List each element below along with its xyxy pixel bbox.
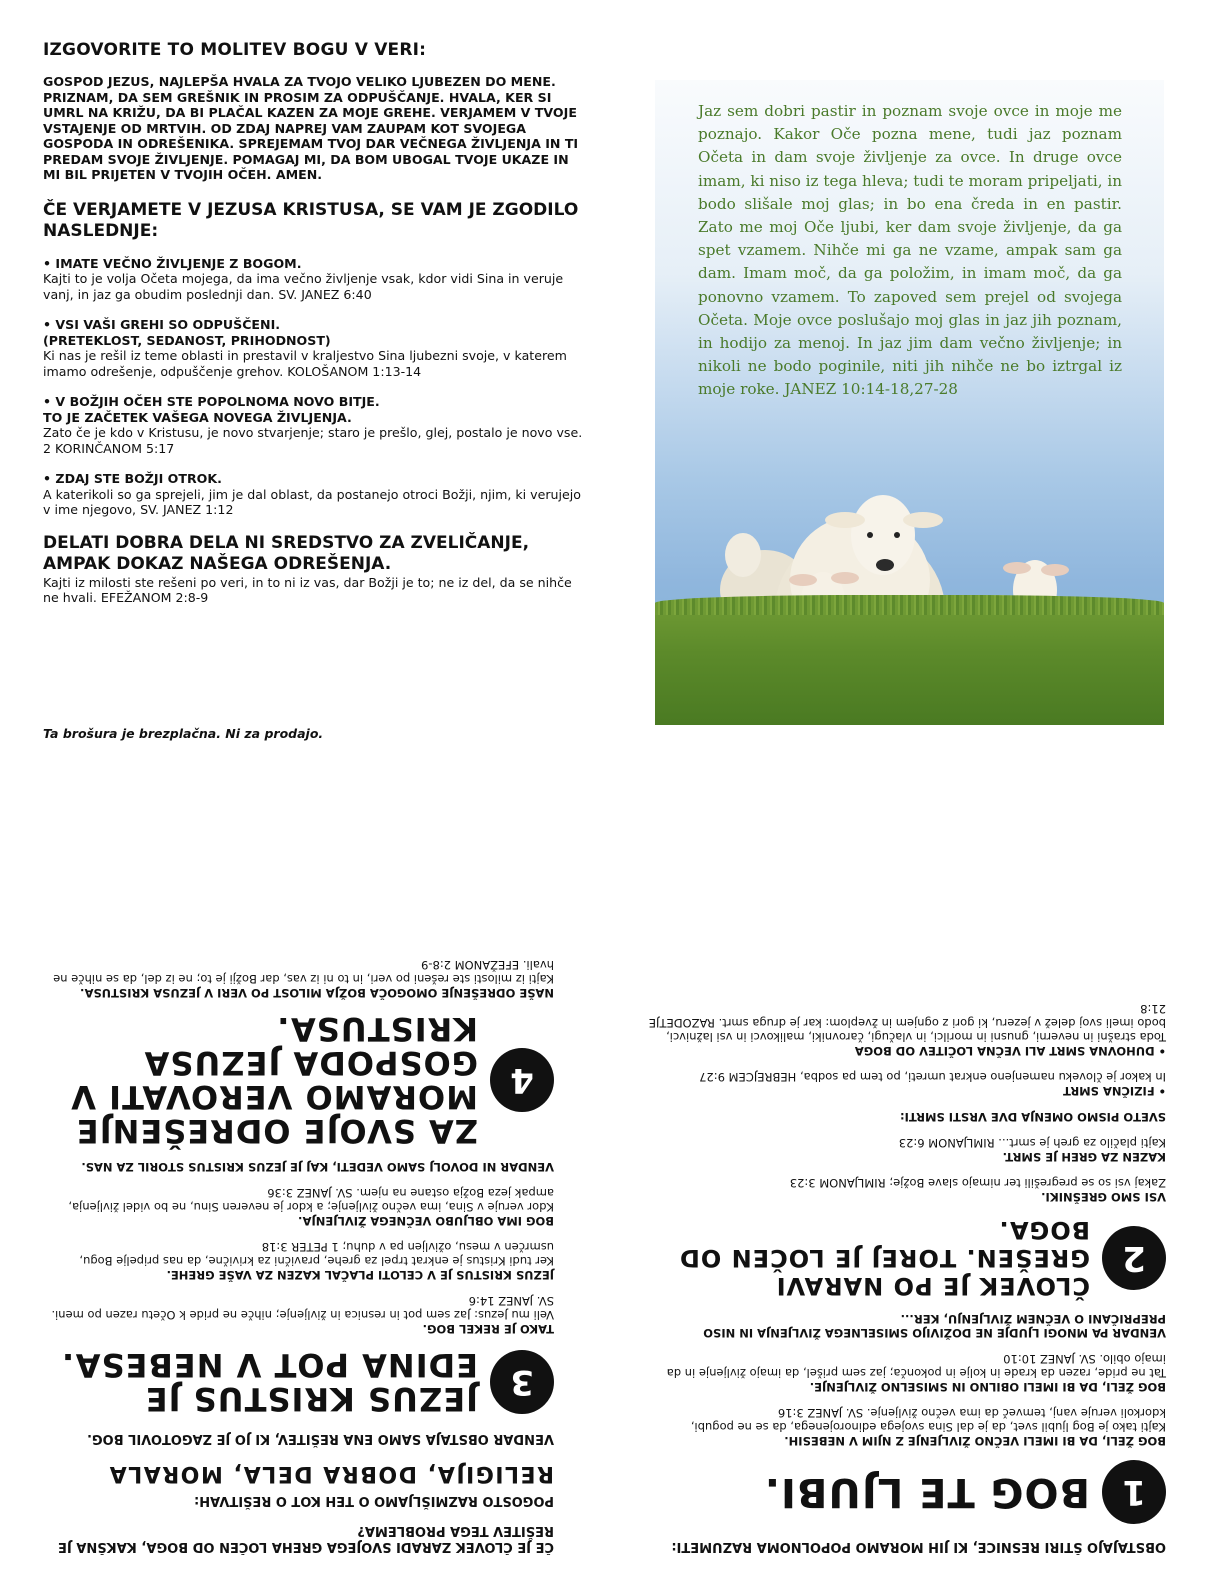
s3-text-2: Ker tudi Kristus je enkrat trpel za grehe, pravični za krivične, da nas pripelje Bogu, usmrčen v mesu, oživljen pa v duhu; 1 PETER 3:18 [79, 1240, 554, 1268]
benefit-text: A katerikoli so ga sprejeli, jim je dal oblast, da postanejo otroci Božji, njim, ki verujejo v ime njegovo, SV. JANEZ 1:12 [43, 486, 581, 517]
believe-heading: ČE VERJAMETE V JEZUSA KRISTUSA, SE VAM JE ZGODILO NASLEDNJE: [43, 199, 579, 241]
s2-sub-2: KAZEN ZA GREH JE SMRT. [1002, 1150, 1166, 1164]
four-truths-intro: OBSTAJAJO ŠTIRI RESNICE, KI JIH MORAMO POPOLNOMA RAZUMETI: [671, 1539, 1166, 1554]
benefit-title-line2: (PRETEKLOST, SEDANOST, PRIHODNOST) [43, 332, 331, 348]
good-works-heading: DELATI DOBRA DELA NI SREDSTVO ZA ZVELIČANJE, AMPAK DOKAZ NAŠEGA ODREŠENJA. [43, 532, 530, 574]
benefit-title-line2: TO JE ZAČETEK VAŠEGA NOVEGA ŽIVLJENJA. [43, 409, 352, 425]
solution-question: ČE JE ČLOVEK ZARADI SVOJEGA GREHA LOČEN OD BOGA, KAKŠNA JE REŠITEV TEGA PROBLEMA? [58, 1523, 554, 1554]
s3-sub-1: TAKO JE REKEL BOG. [422, 1322, 554, 1336]
benefit-title: • ZDAJ STE BOŽJI OTROK. [43, 471, 222, 486]
benefit-title: • IMATE VEČNO ŽIVLJENJE Z BOGOM. [43, 255, 302, 271]
section-2-title: ČLOVEK JE PO NARAVI GREŠEN. TOREJ JE LOČEN OD BOGA. [678, 1216, 1090, 1300]
benefit-text: Kajti to je volja Očeta mojega, da ima večno življenje vsak, kdor vidi Sina in veruje vanj, in jaz ga obudim poslednji dan. SV. JANEZ 6:40 [43, 271, 564, 302]
solution-intro: POGOSTO RAZMIŠLJAMO O TEH KOT O REŠITVAH: [194, 1493, 554, 1508]
benefit-item [43, 256, 583, 303]
prayer-text: GOSPOD JEZUS, NAJLEPŠA HVALA ZA TVOJO VELIKO LJUBEZEN DO MENE. PRIZNAM, DA SEM GREŠNIK IN PROSIM ZA ODPUŠČANJE. HVALA, KER SI UMRL NA KRIŽU, DA BI PLAČAL KAZEN ZA MOJE GREHE. VERJAMEM V TVOJE VSTAJENJE OD MRTVIH. OD ZDAJ NAPREJ VAM ZAUPAM KOT SVOJEGA GOSPODA IN ODREŠENIKA. SPREJEMAM TVOJ DAR VEČNEGA ŽIVLJENJA IN TI PREDAM SVOJE ŽIVLJENJE. POMAGAJ MI, DA BOM UBOGAL TVOJE UKAZE IN MI BIL PRIJETEN V TVOJIH OČEH. AMEN. [43, 74, 579, 182]
section-2-number: 2 [1102, 1226, 1166, 1290]
benefit-title: • VSI VAŠI GREHI SO ODPUŠČENI. [43, 317, 281, 332]
one-solution: VENDAR OBSTAJA SAMO ENA REŠITEV, KI JO JE ZAGOTOVIL BOG. [87, 1431, 554, 1446]
s2-text-1: Zakaj vsi so se pregrešili ter nimajo slave Božje; RIMLJANOM 3:23 [789, 1176, 1166, 1190]
section-3-title: JEZUS KRISTUS JE EDINA POT V NEBESA. [61, 1346, 478, 1418]
s1-text-2: Tat ne pride, razen da krade in kolje in pokonča; jaz sem prišel, da imajo življenje in da imajo obilo. SV. JANEZ 10:10 [666, 1352, 1166, 1380]
s3-text-3: Kdor veruje v Sina, ima večno življenje; a kdor je neveren Sinu, ne bo videl življenja, ampak jeza Božja ostane na njem. SV. JANEZ 3:36 [68, 1186, 554, 1214]
section-2-heading [646, 1216, 1166, 1300]
benefit-item [43, 471, 583, 518]
s4-text-1: Kajti iz milosti ste rešeni po veri, in to ni iz vas, dar Božji je to; ne iz del, da se nihče ne hvali. EFEŽANOM 2:8-9 [53, 958, 554, 986]
sheep-photo-panel [655, 80, 1164, 725]
panel-truths-3-4 [34, 958, 554, 1554]
john-10-verse: Jaz sem dobri pastir in poznam svoje ovce in moje me poznajo. Kakor Oče pozna mene, tudi jaz poznam Očeta in dam svoje življenje za ovce. In druge ovce imam, ki niso iz tega hleva; tudi te moram pripeljati, in bodo slišale moj glas; in bo ena čreda in en pastir. Zato me moj Oče ljubi, ker dam svoje življenje, da ga spet vzamem. Nihče mi ga ne vzame, ampak sam ga dam. Imam moč, da ga položim, in imam moč, da ga ponovno vzamem. To zapoved sem prejel od svojega Očeta. Moje ovce poslušajo moj glas in jaz jih poznam, in hodijo za menoj. In jaz jim dam večno življenje; in nikoli ne bodo poginile, niti jih nihče ne bo iztrgal iz moje roke. JANEZ 10:14-18,27-28 [698, 102, 1122, 399]
s1-sub-3: VENDAR PA MNOGI LJUDJE NE DOŽIVIJO SMISELNEGA ŽIVLJENJA IN NISO PREPRIČANI O VEČNEM ŽIVLJENJU, KER... [703, 1312, 1166, 1340]
s2-sub-5: • DUHOVNA SMRT ALI VEČNA LOČITEV OD BOGA [854, 1044, 1166, 1058]
section-1-heading [646, 1460, 1166, 1524]
s2-sub-4: • FIZIČNA SMRT [1063, 1084, 1166, 1098]
section-1-title: BOG TE LJUBI. [763, 1469, 1090, 1515]
grass-field [655, 605, 1164, 725]
good-works-text: Kajti iz milosti ste rešeni po veri, in to ni iz vas, dar Božji je to; ne iz del, da se nihče ne hvali. EFEŽANOM 2:8-9 [43, 574, 572, 605]
section-4-number: 4 [490, 1048, 554, 1112]
s3-sub-4: VENDAR NI DOVOLJ SAMO VEDETI, KAJ JE JEZUS KRISTUS STORIL ZA NAS. [81, 1160, 554, 1174]
prayer-column [43, 40, 583, 606]
false-solutions: RELIGIJA, DOBRA DELA, MORALA [108, 1461, 554, 1486]
benefit-title: • V BOŽJIH OČEH STE POPOLNOMA NOVO BITJE. [43, 394, 380, 409]
panel-truths-1-2 [646, 1002, 1166, 1554]
section-4-heading [34, 1012, 554, 1148]
s2-sub-1: VSI SMO GREŠNIKI. [1041, 1190, 1166, 1204]
upside-down-brochure-half [0, 792, 1224, 1584]
s4-sub-1: NAŠE ODREŠENJE OMOGOČA BOŽJA MILOST PO VERI V JEZUSA KRISTUSA. [79, 986, 554, 1000]
section-1-number: 1 [1102, 1460, 1166, 1524]
s1-sub-1: BOG ŽELI, DA BI IMELI VEČNO ŽIVLJENJE Z NJIM V NEBESIH. [784, 1434, 1166, 1448]
s2-text-2: Kajti plačilo za greh je smrt... RIMLJANOM 6:23 [898, 1136, 1166, 1150]
s2-text-5: Toda strašni in neverni, gnusni in morilci, in vlačugi, čarovniki, malikovci in vsi lažnivci, bodo imeli svoj delež v jezeru, ki gori z ognjem in žveplom: kar je druga smrt. RAZODETJE 21:8 [648, 1002, 1166, 1044]
s1-text-1: Kajti tako je Bog ljubil svet, da je dal Sina svojega edinorojenega, da se ne pogubi, kdorkoli veruje vanj, temveč da ima večno življenje. SV. JANEZ 3:16 [690, 1406, 1166, 1434]
benefit-item [43, 394, 583, 456]
free-note: Ta brošura je brezplačna. Ni za prodajo. [43, 726, 324, 741]
benefit-text: Zato če je kdo v Kristusu, je novo stvarjenje; staro je prešlo, glej, postalo je novo vse. 2 KORINČANOM 5:17 [43, 425, 583, 456]
s2-sub-3: SVETO PISMO OMENJA DVE VRSTI SMRTI: [899, 1110, 1166, 1124]
s1-sub-2: BOG ŽELI, DA BI IMELI OBILNO IN SMISELNO ŽIVLJENJE. [809, 1380, 1166, 1394]
section-4-title: ZA SVOJE ODREŠENJE MORAMO VEROVATI V GOSPODA JEZUSA KRISTUSA. [70, 1010, 478, 1150]
prayer-heading: IZGOVORITE TO MOLITEV BOGU V VERI: [43, 40, 427, 60]
section-3-number: 3 [490, 1350, 554, 1414]
section-3-heading [34, 1348, 554, 1416]
s3-sub-3: BOG IMA OBLJUBO VEČNEGA ŽIVLJENJA. [297, 1214, 554, 1228]
benefit-item [43, 317, 583, 379]
s3-sub-2: JEZUS KRISTUS JE V CELOTI PLAČAL KAZEN ZA VAŠE GREHE. [166, 1268, 554, 1282]
benefit-text: Ki nas je rešil iz teme oblasti in prestavil v kraljestvo Sina ljubezni svoje, v katerem imamo odrešenje, odpuščenje grehov. KOLOŠANOM 1:13-14 [43, 348, 567, 379]
s2-text-4: In kakor je človeku namenjeno enkrat umreti, po tem pa sodba, HEBREJCEM 9:27 [699, 1070, 1166, 1084]
s3-text-1: Veli mu Jezus: Jaz sem pot in resnica in življenje; nihče ne pride k Očetu razen po meni. SV. JANEZ 14:6 [51, 1294, 554, 1322]
